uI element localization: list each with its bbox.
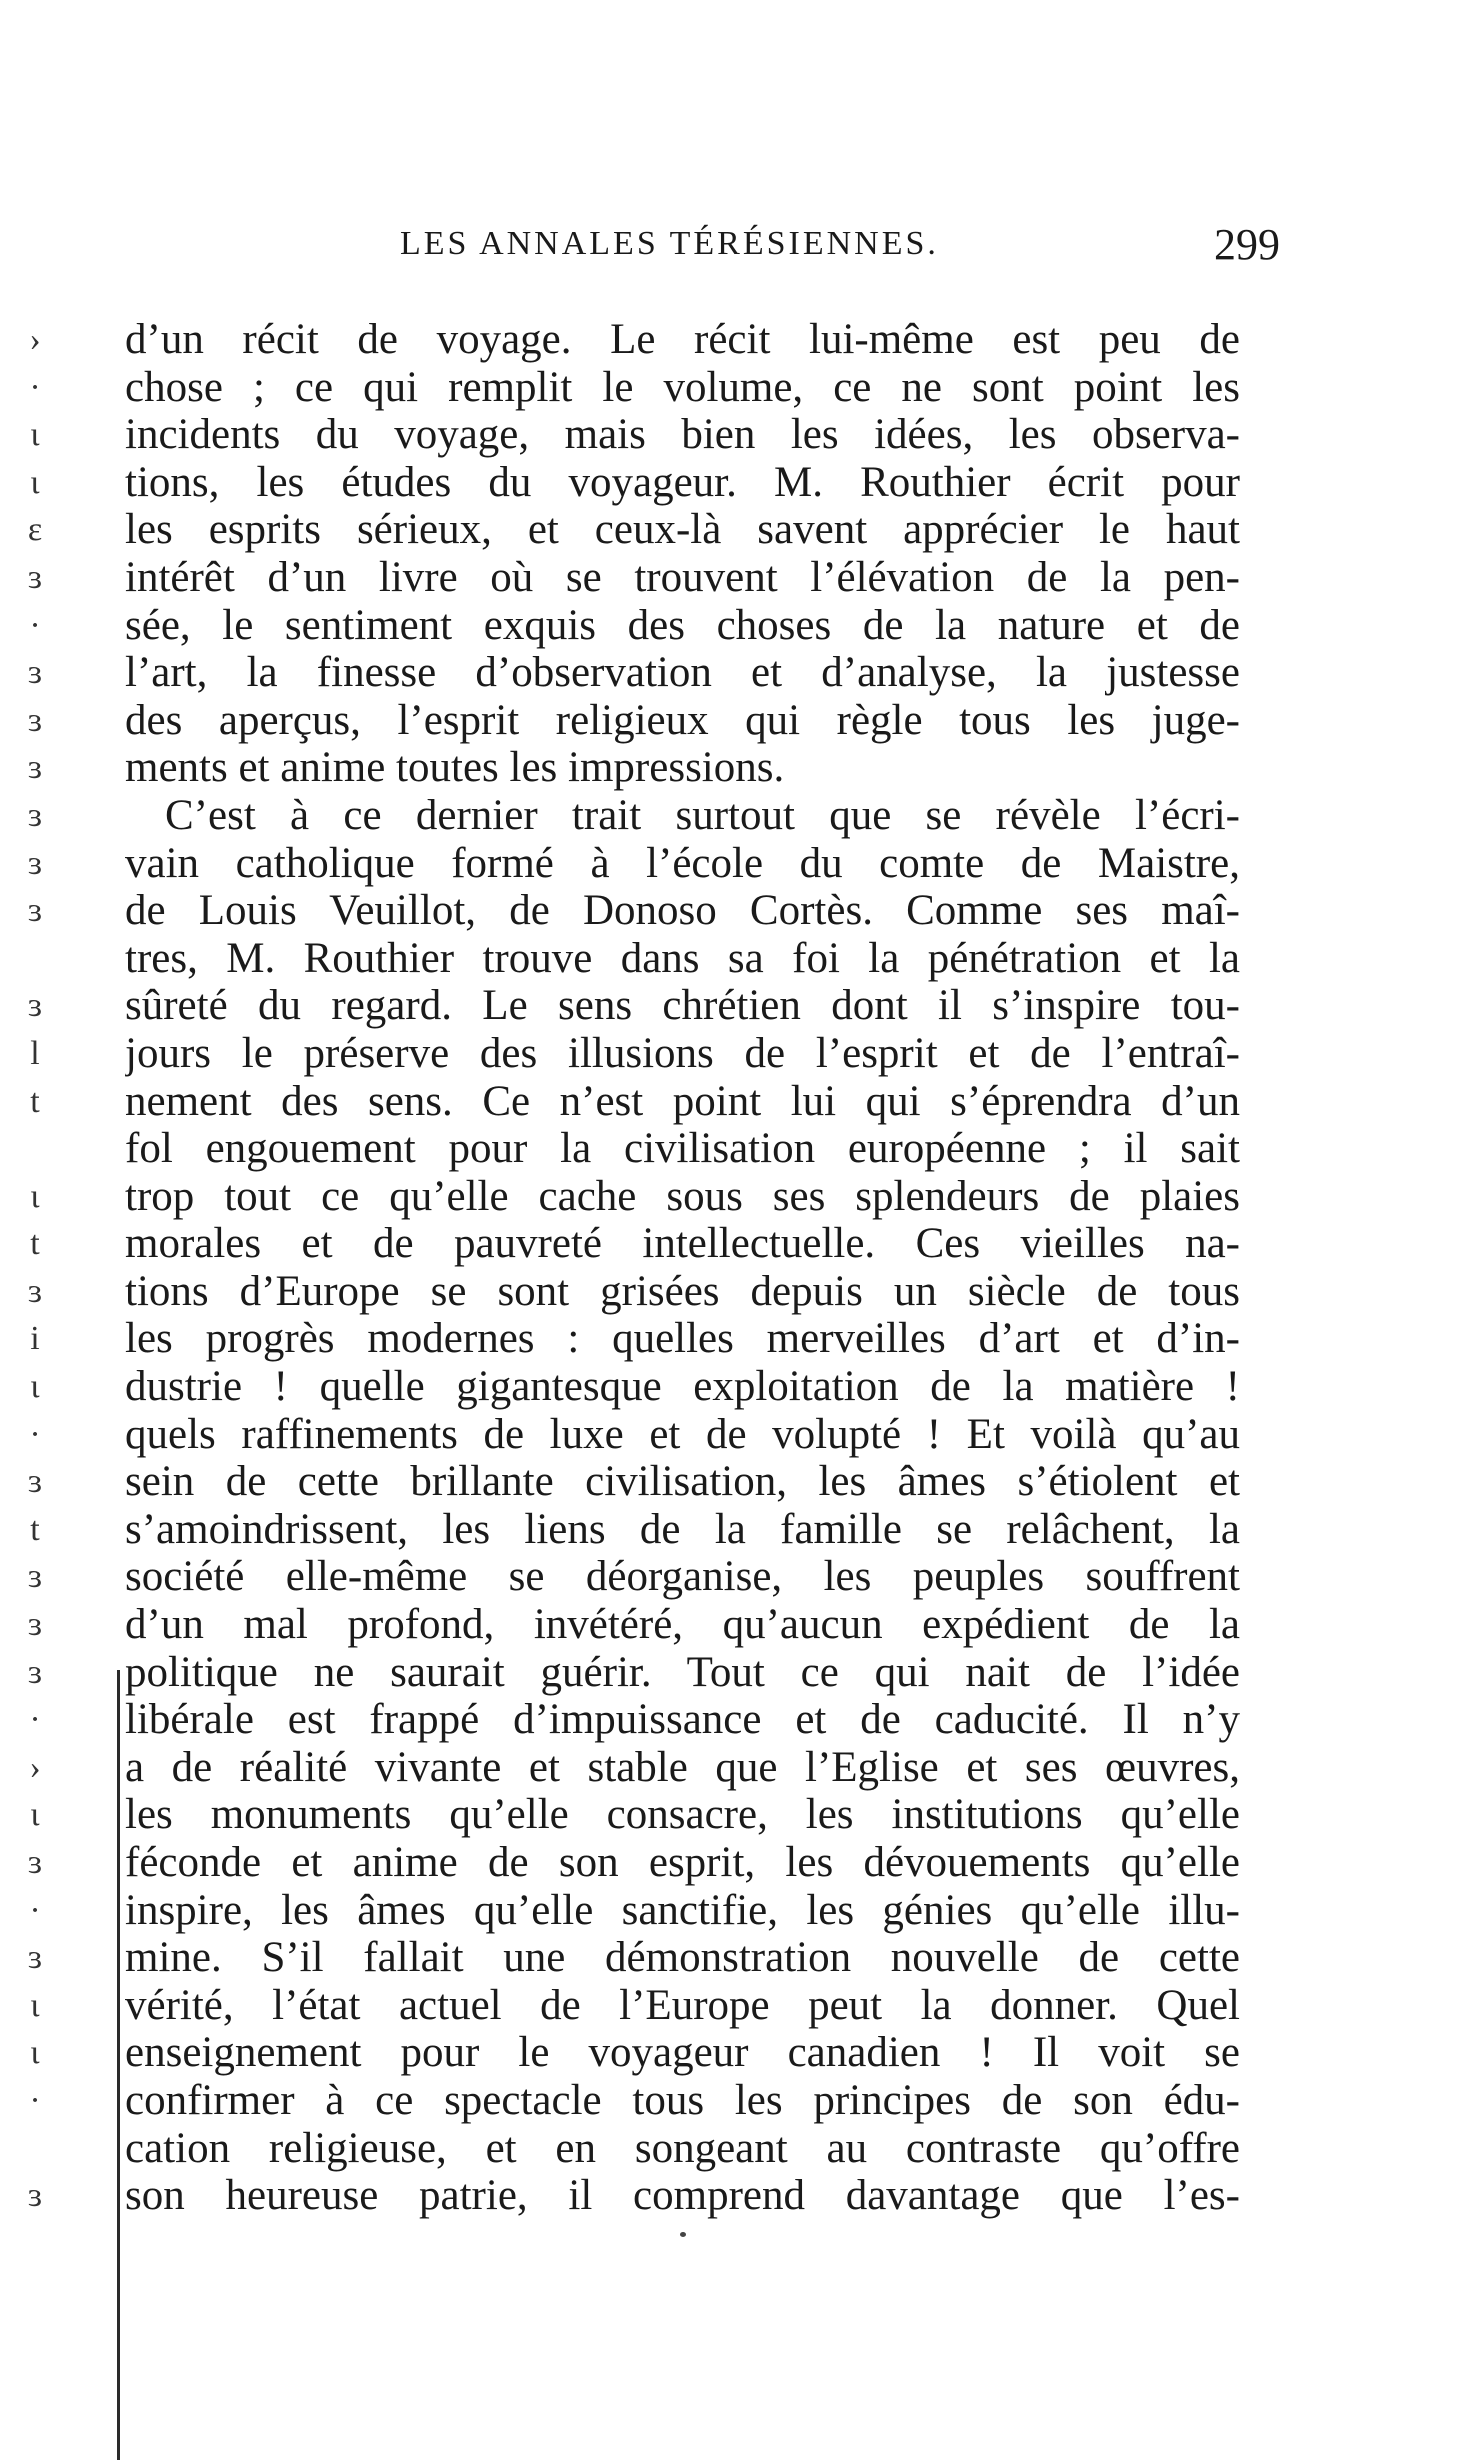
bleed-mark: · <box>29 1891 41 1929</box>
text-line: politique ne saurait guérir. Tout ce qui nait de l’idée <box>125 1648 1240 1696</box>
text-line: de Louis Veuillot, de Donoso Cortès. Comme ses maî- <box>125 887 1240 935</box>
bleed-mark: ι <box>30 463 40 501</box>
bleed-through-margin <box>0 316 70 2220</box>
bleed-mark: · <box>29 606 41 644</box>
bleed-mark: · <box>29 1701 41 1739</box>
text-line: d’un mal profond, invétéré, qu’aucun expédient de la <box>125 1601 1240 1649</box>
text-line: intérêt d’un livre où se trouvent l’élévation de la pen- <box>125 553 1240 601</box>
bleed-mark: ι <box>30 1177 40 1215</box>
text-line: C’est à ce dernier trait surtout que se révèle l’écri- <box>165 791 1240 839</box>
bleed-mark: ɜ <box>27 892 43 930</box>
text-line: société elle-même se déorganise, les peuples souffrent <box>125 1553 1240 1601</box>
running-title: LES ANNALES TÉRÉSIENNES. <box>400 225 939 262</box>
bleed-mark: t <box>30 1225 40 1263</box>
text-line: inspire, les âmes qu’elle sanctifie, les génies qu’elle illu- <box>125 1886 1240 1934</box>
text-line: vérité, l’état actuel de l’Europe peut la donner. Quel <box>125 1981 1240 2029</box>
bleed-mark <box>0 935 70 983</box>
bleed-mark: ɜ <box>27 987 43 1025</box>
bleed-mark: ɜ <box>27 1939 43 1977</box>
bleed-mark: · <box>29 1415 41 1453</box>
text-line: l’art, la finesse d’observation et d’analyse, la justesse <box>125 649 1240 697</box>
text-line: sûreté du regard. Le sens chrétien dont il s’inspire tou- <box>125 982 1240 1030</box>
bleed-mark: › <box>29 321 41 358</box>
bleed-mark: › <box>29 1748 41 1786</box>
text-line: jours le préserve des illusions de l’esprit et de l’entraî- <box>125 1029 1240 1077</box>
bleed-mark: ι <box>30 2034 40 2072</box>
bleed-mark: ι <box>30 1368 40 1406</box>
text-line: les progrès modernes : quelles merveilles d’art et d’in- <box>125 1315 1240 1363</box>
text-line: enseignement pour le voyageur canadien ! Il voit se <box>125 2029 1240 2077</box>
bleed-mark: ɜ <box>27 796 43 834</box>
text-line: quels raffinements de luxe et de volupté ! Et voilà qu’au <box>125 1410 1240 1458</box>
text-line: chose ; ce qui remplit le volume, ce ne sont point les <box>125 363 1240 411</box>
bleed-mark: ɜ <box>27 1558 43 1596</box>
text-line: morales et de pauvreté intellectuelle. Ces vieilles na- <box>125 1220 1240 1268</box>
bleed-mark: · <box>29 368 41 406</box>
text-line: vain catholique formé à l’école du comte de Maistre, <box>125 839 1240 887</box>
bleed-mark: l <box>30 1034 40 1072</box>
bleed-mark: ɜ <box>27 2177 43 2215</box>
bleed-mark: ɜ <box>27 749 43 787</box>
bleed-mark: ι <box>30 416 40 454</box>
text-line: son heureuse patrie, il comprend davantage que l’es- <box>125 2172 1240 2220</box>
text-line: les esprits sérieux, et ceux-là savent apprécier le haut <box>125 506 1240 554</box>
bleed-mark: ɜ <box>27 1463 43 1501</box>
text-line: ments et anime toutes les impressions. <box>125 744 785 792</box>
text-line: tions d’Europe se sont grisées depuis un siècle de tous <box>125 1267 1240 1315</box>
text-line: fol engouement pour la civilisation européenne ; il sait <box>125 1125 1240 1173</box>
text-line: tres, M. Routhier trouve dans sa foi la pénétration et la <box>125 934 1240 982</box>
bleed-mark: ɜ <box>27 1272 43 1310</box>
bleed-mark <box>0 2125 70 2173</box>
bleed-mark: i <box>30 1320 40 1358</box>
text-line: s’amoindrissent, les liens de la famille se relâchent, la <box>125 1505 1240 1553</box>
text-line: a de réalité vivante et stable que l’Eglise et ses œuvres, <box>125 1743 1240 1791</box>
bleed-mark: ɜ <box>27 701 43 739</box>
bleed-mark: ɜ <box>27 558 43 596</box>
bleed-mark: ɜ <box>27 1606 43 1644</box>
text-line: sein de cette brillante civilisation, les âmes s’étiolent et <box>125 1458 1240 1506</box>
bleed-mark: t <box>30 1082 40 1120</box>
bleed-mark: · <box>29 2081 41 2119</box>
text-line: mine. S’il fallait une démonstration nouvelle de cette <box>125 1934 1240 1982</box>
bleed-mark: ι <box>30 1986 40 2024</box>
text-line: confirmer à ce spectacle tous les principes de son édu- <box>125 2076 1240 2124</box>
text-line: féconde et anime de son esprit, les dévouements qu’elle <box>125 1839 1240 1886</box>
text-line: nement des sens. Ce n’est point lui qui s’éprendra d’un <box>125 1077 1240 1125</box>
text-line: des aperçus, l’esprit religieux qui règle tous les juge- <box>125 696 1240 744</box>
bleed-mark <box>0 1125 70 1173</box>
text-line: libérale est frappé d’impuissance et de caducité. Il n’y <box>125 1696 1240 1744</box>
bleed-mark: ι <box>30 1796 40 1834</box>
text-line: dustrie ! quelle gigantesque exploitation de la matière ! <box>125 1363 1240 1411</box>
bleed-mark: ɜ <box>27 1653 43 1691</box>
text-line: d’un récit de voyage. Le récit lui-même est peu de <box>125 316 1240 363</box>
bleed-mark: ɜ <box>27 654 43 692</box>
bleed-mark: ɜ <box>27 844 43 882</box>
body-text <box>125 316 1240 2220</box>
text-line: trop tout ce qu’elle cache sous ses splendeurs de plaies <box>125 1172 1240 1220</box>
text-line: incidents du voyage, mais bien les idées, les observa- <box>125 411 1240 459</box>
running-head <box>400 220 1280 275</box>
stray-mark <box>680 2232 686 2237</box>
bleed-mark: t <box>30 1510 40 1548</box>
page-number: 299 <box>1214 220 1280 269</box>
text-line: sée, le sentiment exquis des choses de la nature et de <box>125 601 1240 649</box>
text-line: cation religieuse, et en songeant au contraste qu’offre <box>125 2124 1240 2172</box>
bleed-mark: ε <box>27 511 43 549</box>
text-line: les monuments qu’elle consacre, les institutions qu’elle <box>125 1791 1240 1839</box>
text-line: tions, les études du voyageur. M. Routhier écrit pour <box>125 458 1240 506</box>
bleed-mark: ɜ <box>27 1844 43 1881</box>
gutter-rule <box>117 1670 120 2460</box>
